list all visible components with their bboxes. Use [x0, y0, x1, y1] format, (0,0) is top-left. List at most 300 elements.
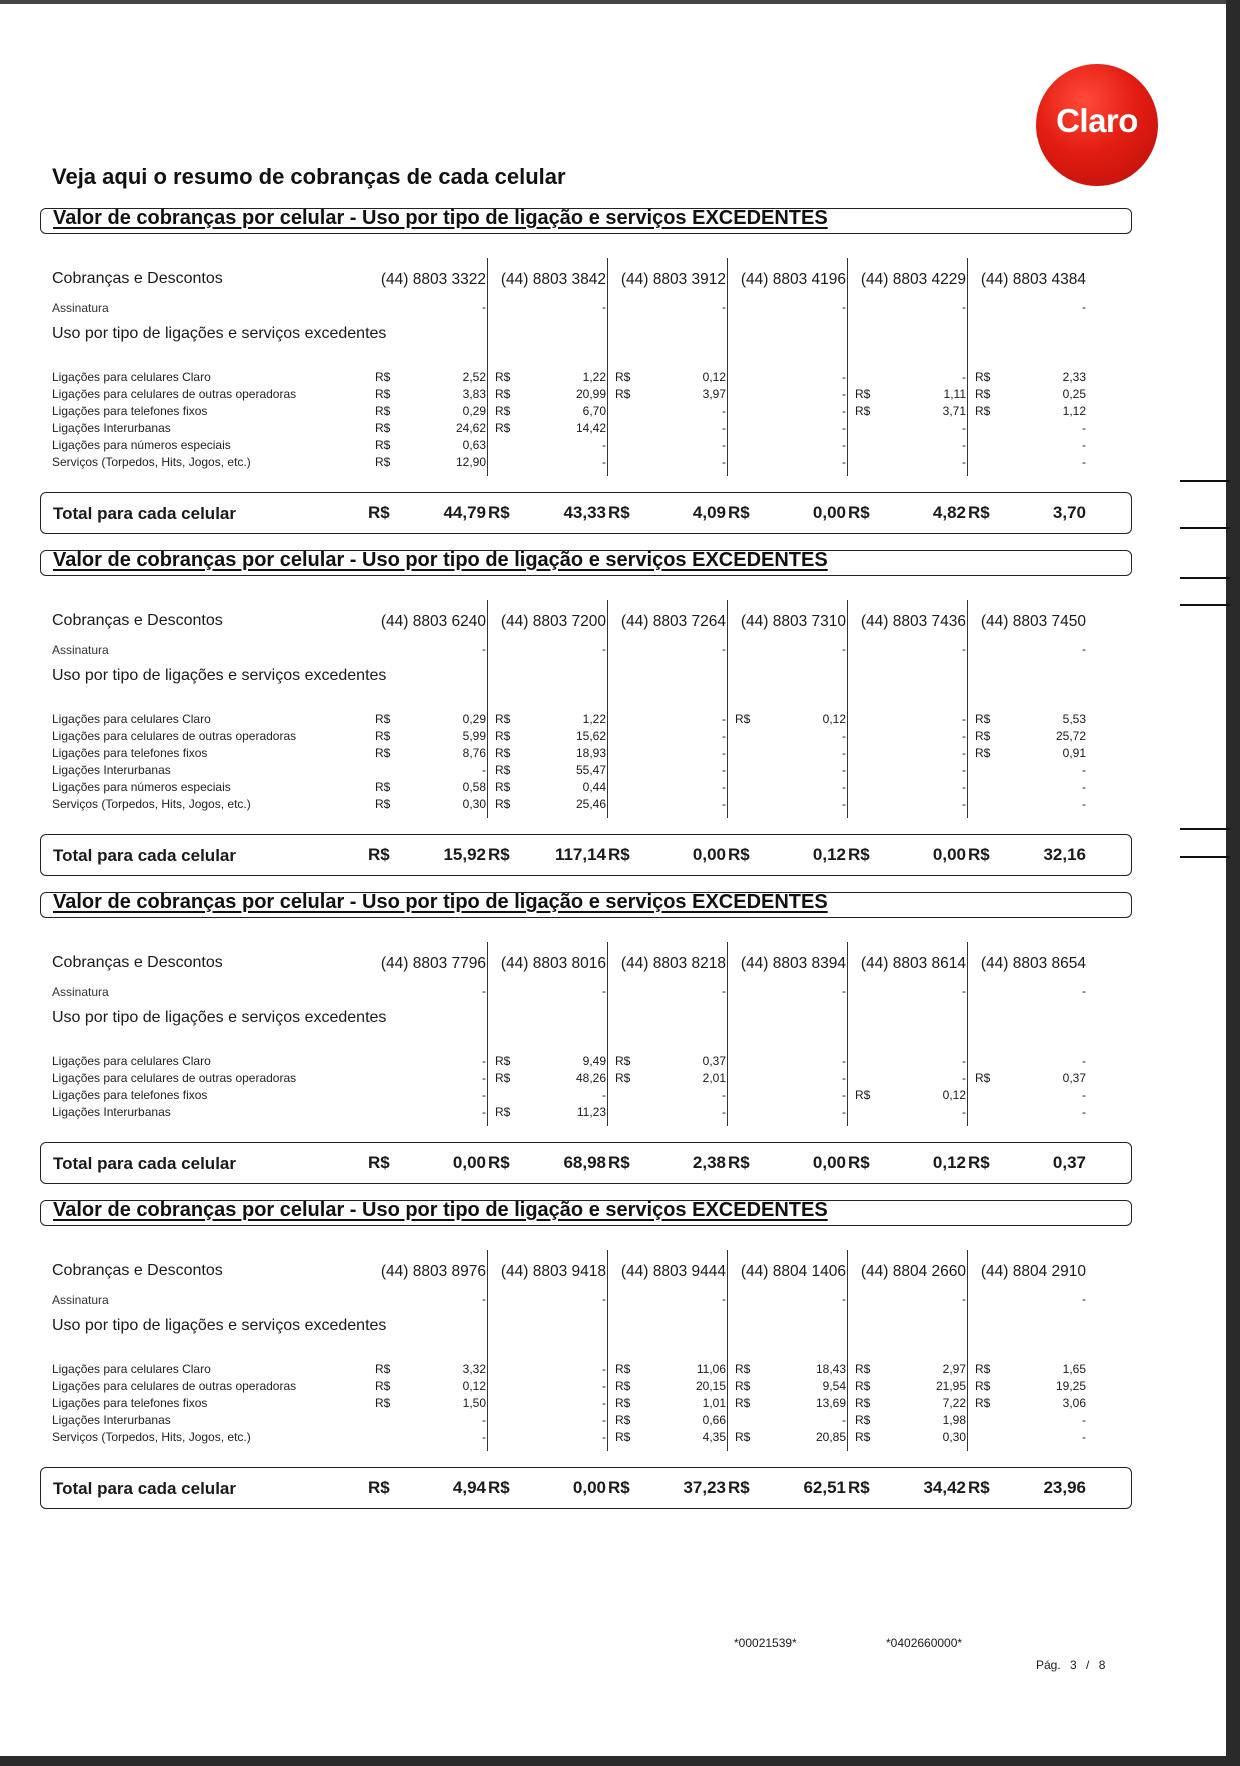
subscription-value: - — [842, 1292, 846, 1306]
total-currency: R$ — [488, 503, 510, 522]
charge-value: 0,37 — [702, 1054, 726, 1068]
charge-value: 0,12 — [822, 712, 846, 726]
charge-value: - — [482, 1088, 486, 1102]
charge-value: - — [1082, 797, 1086, 811]
item-label: Ligações para celulares Claro — [52, 1054, 211, 1068]
charge-value: 0,12 — [942, 1088, 966, 1102]
section-header — [40, 208, 1132, 234]
charge-value: - — [962, 763, 966, 777]
section-header — [40, 1200, 1132, 1226]
charges-label: Cobranças e Descontos — [52, 270, 223, 287]
phone-number: (44) 8803 7310 — [740, 613, 846, 630]
charge-value: - — [962, 438, 966, 452]
charge-value: - — [602, 438, 606, 452]
column-divider — [727, 1250, 728, 1451]
currency-symbol: R$ — [375, 1379, 391, 1393]
charge-value: 1,22 — [582, 370, 606, 384]
currency-symbol: R$ — [735, 1362, 751, 1376]
currency-symbol: R$ — [855, 1362, 871, 1376]
currency-symbol: R$ — [975, 404, 991, 418]
charge-value: - — [482, 1430, 486, 1444]
total-label: Total para cada celular — [53, 1479, 236, 1498]
currency-symbol: R$ — [495, 1054, 511, 1068]
column-divider — [967, 942, 968, 1126]
currency-symbol: R$ — [615, 1430, 631, 1444]
charge-value: - — [842, 797, 846, 811]
charge-value: - — [1082, 780, 1086, 794]
charge-value: - — [842, 404, 846, 418]
charge-value: 0,25 — [1062, 387, 1086, 401]
currency-symbol: R$ — [495, 763, 511, 777]
column-divider — [487, 258, 488, 476]
margin-mark — [1180, 828, 1230, 830]
charge-value: - — [722, 712, 726, 726]
charge-value: - — [482, 763, 486, 777]
charge-value: - — [1082, 455, 1086, 469]
currency-symbol: R$ — [855, 1088, 871, 1102]
total-row — [40, 1467, 1132, 1509]
column-divider — [487, 1250, 488, 1451]
charge-value: - — [962, 1071, 966, 1085]
charge-value: - — [482, 1071, 486, 1085]
subscription-value: - — [602, 642, 606, 656]
subscription-value: - — [842, 984, 846, 998]
currency-symbol: R$ — [375, 387, 391, 401]
charge-value: - — [722, 404, 726, 418]
charge-value: 1,65 — [1062, 1362, 1086, 1376]
subscription-value: - — [482, 984, 486, 998]
currency-symbol: R$ — [735, 1379, 751, 1393]
column-divider — [607, 942, 608, 1126]
charge-value: 0,37 — [1062, 1071, 1086, 1085]
charge-value: 18,43 — [815, 1362, 846, 1376]
phone-number: (44) 8803 9444 — [620, 1263, 726, 1280]
subscription-value: - — [1082, 1292, 1086, 1306]
total-currency: R$ — [848, 1153, 870, 1172]
total-currency: R$ — [728, 503, 750, 522]
column-divider — [487, 942, 488, 1126]
currency-symbol: R$ — [975, 712, 991, 726]
total-currency: R$ — [848, 845, 870, 864]
total-currency: R$ — [488, 1478, 510, 1497]
currency-symbol: R$ — [855, 1430, 871, 1444]
charge-value: 3,83 — [462, 387, 486, 401]
phone-number: (44) 8804 2660 — [860, 1263, 966, 1280]
charge-value: - — [722, 421, 726, 435]
currency-symbol: R$ — [495, 1105, 511, 1119]
subscription-value: - — [842, 300, 846, 314]
margin-mark — [1180, 480, 1230, 482]
column-divider — [847, 1250, 848, 1451]
total-value: 23,96 — [1043, 1478, 1086, 1497]
phone-number: (44) 8803 9418 — [500, 1263, 606, 1280]
charges-section — [40, 892, 1132, 1186]
currency-symbol: R$ — [495, 729, 511, 743]
charge-value: 0,30 — [462, 797, 486, 811]
charge-value: 13,69 — [815, 1396, 846, 1410]
currency-symbol: R$ — [735, 712, 751, 726]
charge-value: 11,23 — [576, 1105, 606, 1119]
total-label: Total para cada celular — [53, 504, 236, 523]
scan-edge-right — [1226, 0, 1240, 1766]
charge-value: - — [962, 1105, 966, 1119]
total-value: 37,23 — [683, 1478, 726, 1497]
column-divider — [847, 258, 848, 476]
charge-value: - — [842, 780, 846, 794]
total-currency: R$ — [968, 1478, 990, 1497]
charge-value: 0,12 — [702, 370, 726, 384]
item-label: Ligações para números especiais — [52, 780, 231, 794]
total-value: 68,98 — [563, 1153, 606, 1172]
charge-value: - — [962, 421, 966, 435]
currency-symbol: R$ — [375, 746, 391, 760]
charge-value: - — [602, 1396, 606, 1410]
section-title: Valor de cobranças por celular - Uso por tipo de ligação e serviços EXCEDENTES — [53, 1199, 828, 1221]
item-label: Ligações para celulares de outras operadoras — [52, 1379, 297, 1393]
subscription-label: Assinatura — [52, 1293, 109, 1307]
margin-mark — [1180, 527, 1230, 529]
currency-symbol: R$ — [975, 387, 991, 401]
total-currency: R$ — [968, 503, 990, 522]
subscription-label: Assinatura — [52, 301, 109, 315]
charge-value: - — [962, 797, 966, 811]
item-label: Ligações Interurbanas — [52, 1105, 171, 1119]
charge-value: 6,70 — [582, 404, 606, 418]
column-divider — [607, 600, 608, 818]
total-currency: R$ — [848, 503, 870, 522]
phone-number: (44) 8803 6240 — [380, 613, 486, 630]
item-label: Serviços (Torpedos, Hits, Jogos, etc.) — [52, 455, 251, 469]
item-label: Ligações Interurbanas — [52, 421, 171, 435]
charge-value: 0,66 — [702, 1413, 726, 1427]
subscription-value: - — [962, 984, 966, 998]
total-label: Total para cada celular — [53, 1154, 236, 1173]
charge-value: 0,30 — [942, 1430, 966, 1444]
total-value: 3,70 — [1052, 503, 1086, 522]
currency-symbol: R$ — [375, 729, 391, 743]
column-divider — [967, 600, 968, 818]
currency-symbol: R$ — [375, 797, 391, 811]
item-label: Ligações para celulares Claro — [52, 712, 211, 726]
total-currency: R$ — [368, 1153, 390, 1172]
currency-symbol: R$ — [375, 712, 391, 726]
column-divider — [727, 942, 728, 1126]
currency-symbol: R$ — [855, 387, 871, 401]
charge-value: 3,97 — [702, 387, 726, 401]
charge-value: - — [842, 1054, 846, 1068]
phone-number: (44) 8804 1406 — [740, 1263, 846, 1280]
subscription-value: - — [602, 1292, 606, 1306]
currency-symbol: R$ — [975, 1071, 991, 1085]
total-row — [40, 1142, 1132, 1184]
subscription-value: - — [962, 1292, 966, 1306]
subscription-value: - — [482, 642, 486, 656]
charge-value: - — [842, 438, 846, 452]
charge-value: - — [722, 763, 726, 777]
charge-value: 0,63 — [462, 438, 486, 452]
currency-symbol: R$ — [735, 1430, 751, 1444]
phone-number: (44) 8803 8016 — [500, 955, 606, 972]
charge-value: 18,93 — [575, 746, 606, 760]
charges-section — [40, 1200, 1132, 1511]
charge-value: 0,91 — [1062, 746, 1086, 760]
phone-number: (44) 8803 8218 — [620, 955, 726, 972]
total-row — [40, 492, 1132, 534]
charge-value: 2,52 — [462, 370, 486, 384]
charge-value: 19,25 — [1055, 1379, 1086, 1393]
currency-symbol: R$ — [495, 404, 511, 418]
currency-symbol: R$ — [975, 1396, 991, 1410]
charges-label: Cobranças e Descontos — [52, 1262, 223, 1279]
currency-symbol: R$ — [615, 370, 631, 384]
page-number: Pág. 3 / 8 — [1036, 1658, 1106, 1672]
charge-value: - — [722, 1105, 726, 1119]
total-value: 0,00 — [812, 1153, 846, 1172]
charge-value: - — [842, 1071, 846, 1085]
charge-value: 2,01 — [702, 1071, 726, 1085]
charge-value: - — [842, 1088, 846, 1102]
total-value: 2,38 — [692, 1153, 726, 1172]
charge-value: - — [1082, 421, 1086, 435]
column-divider — [847, 942, 848, 1126]
charge-value: - — [962, 1054, 966, 1068]
total-currency: R$ — [368, 845, 390, 864]
charge-value: - — [722, 455, 726, 469]
item-label: Ligações para celulares Claro — [52, 1362, 211, 1376]
column-divider — [967, 258, 968, 476]
total-currency: R$ — [728, 1153, 750, 1172]
currency-symbol: R$ — [615, 1071, 631, 1085]
charge-value: 55,47 — [575, 763, 606, 777]
charge-value: 9,54 — [822, 1379, 846, 1393]
charge-value: - — [842, 455, 846, 469]
section-header — [40, 892, 1132, 918]
phone-number: (44) 8803 7264 — [620, 613, 726, 630]
scan-edge-top — [0, 0, 1240, 4]
currency-symbol: R$ — [375, 421, 391, 435]
phone-number: (44) 8803 8976 — [380, 1263, 486, 1280]
subscription-value: - — [962, 300, 966, 314]
phone-number: (44) 8803 4384 — [980, 271, 1086, 288]
phone-number: (44) 8803 4229 — [860, 271, 966, 288]
currency-symbol: R$ — [375, 1396, 391, 1410]
subscription-value: - — [602, 984, 606, 998]
item-label: Ligações Interurbanas — [52, 1413, 171, 1427]
column-divider — [607, 1250, 608, 1451]
phone-number: (44) 8803 4196 — [740, 271, 846, 288]
total-value: 0,12 — [812, 845, 846, 864]
charge-value: 20,85 — [815, 1430, 846, 1444]
currency-symbol: R$ — [855, 1379, 871, 1393]
charge-value: - — [602, 1430, 606, 1444]
total-value: 117,14 — [554, 845, 606, 864]
total-value: 0,00 — [692, 845, 726, 864]
subscription-value: - — [482, 1292, 486, 1306]
total-value: 43,33 — [563, 503, 606, 522]
charge-value: 3,71 — [942, 404, 966, 418]
subscription-value: - — [602, 300, 606, 314]
subscription-value: - — [962, 642, 966, 656]
charges-label: Cobranças e Descontos — [52, 954, 223, 971]
currency-symbol: R$ — [375, 1362, 391, 1376]
item-label: Serviços (Torpedos, Hits, Jogos, etc.) — [52, 797, 251, 811]
charge-value: - — [842, 421, 846, 435]
charge-value: 25,72 — [1055, 729, 1086, 743]
phone-number: (44) 8803 7450 — [980, 613, 1086, 630]
total-value: 62,51 — [803, 1478, 846, 1497]
charge-value: - — [602, 1088, 606, 1102]
subscription-value: - — [722, 300, 726, 314]
charge-value: - — [1082, 763, 1086, 777]
charges-section — [40, 550, 1132, 878]
charge-value: - — [602, 1379, 606, 1393]
currency-symbol: R$ — [615, 1396, 631, 1410]
subscription-value: - — [482, 300, 486, 314]
charge-value: - — [962, 712, 966, 726]
scan-edge-bottom — [0, 1756, 1240, 1766]
item-label: Ligações para celulares de outras operadoras — [52, 387, 297, 401]
phone-number: (44) 8803 3912 — [620, 271, 726, 288]
item-label: Ligações para telefones fixos — [52, 746, 208, 760]
column-divider — [487, 600, 488, 818]
charge-value: - — [722, 729, 726, 743]
item-label: Ligações para telefones fixos — [52, 404, 208, 418]
currency-symbol: R$ — [615, 1362, 631, 1376]
item-label: Ligações para números especiais — [52, 438, 231, 452]
phone-number: (44) 8803 8654 — [980, 955, 1086, 972]
charge-value: - — [962, 746, 966, 760]
phone-number: (44) 8803 8394 — [740, 955, 846, 972]
total-value: 15,92 — [443, 845, 486, 864]
total-currency: R$ — [608, 503, 630, 522]
currency-symbol: R$ — [375, 404, 391, 418]
charge-value: - — [482, 1054, 486, 1068]
currency-symbol: R$ — [975, 746, 991, 760]
charge-value: - — [962, 780, 966, 794]
charge-value: 4,35 — [702, 1430, 726, 1444]
margin-mark — [1180, 577, 1230, 579]
column-divider — [847, 600, 848, 818]
total-currency: R$ — [728, 845, 750, 864]
charge-value: 48,26 — [575, 1071, 606, 1085]
phone-number: (44) 8804 2910 — [980, 1263, 1086, 1280]
charge-value: 2,33 — [1062, 370, 1086, 384]
charge-value: 0,29 — [462, 712, 486, 726]
phone-number: (44) 8803 7796 — [380, 955, 486, 972]
charge-value: 0,12 — [462, 1379, 486, 1393]
currency-symbol: R$ — [855, 404, 871, 418]
usage-label: Uso por tipo de ligações e serviços excedentes — [52, 667, 387, 684]
subscription-value: - — [722, 642, 726, 656]
charge-value: - — [722, 1088, 726, 1102]
currency-symbol: R$ — [615, 1054, 631, 1068]
currency-symbol: R$ — [495, 780, 511, 794]
charge-value: 7,22 — [942, 1396, 966, 1410]
charge-value: - — [962, 455, 966, 469]
charge-value: 20,15 — [695, 1379, 726, 1393]
item-label: Ligações para celulares de outras operadoras — [52, 1071, 297, 1085]
charge-value: 5,53 — [1062, 712, 1086, 726]
total-currency: R$ — [968, 1153, 990, 1172]
charge-value: 1,98 — [942, 1413, 966, 1427]
currency-symbol: R$ — [975, 1379, 991, 1393]
charge-value: - — [1082, 438, 1086, 452]
charge-value: - — [602, 1413, 606, 1427]
charge-value: - — [722, 438, 726, 452]
item-label: Ligações para celulares de outras operadoras — [52, 729, 297, 743]
charge-value: - — [602, 455, 606, 469]
currency-symbol: R$ — [975, 1362, 991, 1376]
total-currency: R$ — [728, 1478, 750, 1497]
total-currency: R$ — [608, 845, 630, 864]
currency-symbol: R$ — [615, 1413, 631, 1427]
charge-value: 1,01 — [702, 1396, 726, 1410]
charge-value: - — [1082, 1430, 1086, 1444]
charge-value: - — [1082, 1413, 1086, 1427]
item-label: Ligações para celulares Claro — [52, 370, 211, 384]
margin-mark — [1180, 604, 1230, 606]
total-value: 4,09 — [692, 503, 726, 522]
currency-symbol: R$ — [975, 370, 991, 384]
charge-value: - — [842, 387, 846, 401]
total-value: 0,00 — [572, 1478, 606, 1497]
total-row — [40, 834, 1132, 876]
charge-value: 14,42 — [575, 421, 606, 435]
subscription-label: Assinatura — [52, 985, 109, 999]
section-title: Valor de cobranças por celular - Uso por tipo de ligação e serviços EXCEDENTES — [53, 207, 828, 229]
charge-value: - — [842, 763, 846, 777]
charge-value: - — [482, 1105, 486, 1119]
total-value: 0,00 — [452, 1153, 486, 1172]
currency-symbol: R$ — [375, 780, 391, 794]
item-label: Ligações para telefones fixos — [52, 1396, 208, 1410]
charge-value: - — [1082, 1054, 1086, 1068]
column-divider — [967, 1250, 968, 1451]
total-value: 44,79 — [443, 503, 486, 522]
item-label: Serviços (Torpedos, Hits, Jogos, etc.) — [52, 1430, 251, 1444]
charge-value: - — [962, 729, 966, 743]
total-currency: R$ — [608, 1153, 630, 1172]
charge-value: 9,49 — [582, 1054, 606, 1068]
section-header — [40, 550, 1132, 576]
charge-value: - — [842, 1413, 846, 1427]
total-value: 4,82 — [932, 503, 966, 522]
charge-value: - — [1082, 1105, 1086, 1119]
subscription-value: - — [722, 984, 726, 998]
charge-value: - — [722, 780, 726, 794]
column-divider — [727, 258, 728, 476]
total-value: 0,37 — [1052, 1153, 1086, 1172]
currency-symbol: R$ — [495, 387, 511, 401]
currency-symbol: R$ — [855, 1413, 871, 1427]
currency-symbol: R$ — [375, 370, 391, 384]
charges-label: Cobranças e Descontos — [52, 612, 223, 629]
currency-symbol: R$ — [615, 387, 631, 401]
charge-value: 1,12 — [1062, 404, 1086, 418]
currency-symbol: R$ — [975, 729, 991, 743]
claro-logo: Claro — [1036, 64, 1158, 186]
total-label: Total para cada celular — [53, 846, 236, 865]
charge-value: 2,97 — [942, 1362, 966, 1376]
charge-value: - — [842, 1105, 846, 1119]
subscription-value: - — [1082, 300, 1086, 314]
page-title: Veja aqui o resumo de cobranças de cada celular — [52, 164, 566, 189]
total-value: 0,00 — [932, 845, 966, 864]
currency-symbol: R$ — [735, 1396, 751, 1410]
charge-value: 3,06 — [1062, 1396, 1086, 1410]
currency-symbol: R$ — [495, 421, 511, 435]
charge-value: 25,46 — [575, 797, 606, 811]
